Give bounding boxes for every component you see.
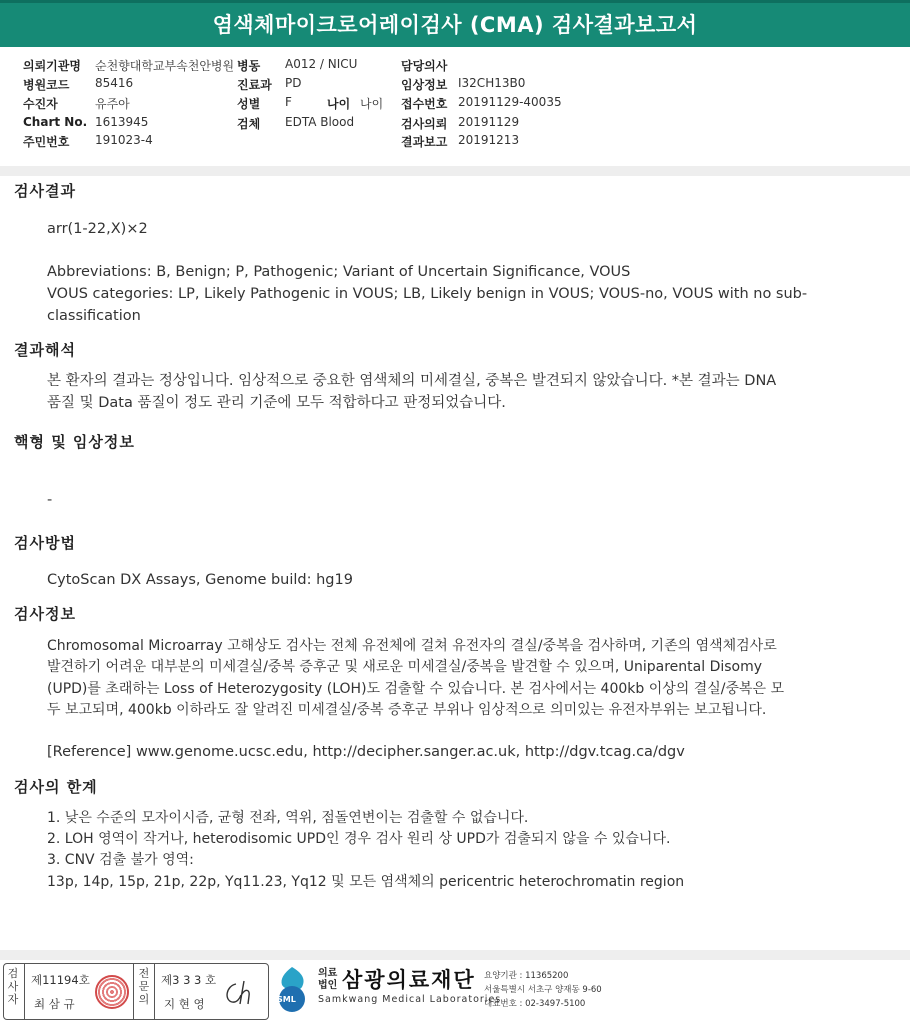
- value-hospital-code: 85416: [95, 76, 134, 90]
- label-patient: 수진자: [23, 97, 58, 111]
- report-header: [0, 0, 910, 47]
- label-ward: 병동: [237, 59, 261, 73]
- value-specimen: EDTA Blood: [285, 115, 355, 129]
- report-title: 염색체마이크로어레이검사 (CMA) 검사결과보고서: [212, 13, 698, 37]
- value-clinical-info: I32CH13B0: [458, 76, 526, 90]
- interpretation-line-1: 본 환자의 결과는 정상입니다. 임상적으로 중요한 염색체의 미세결실, 중복은 발견되지 않았습니다. *본 결과는 DNA: [47, 373, 777, 389]
- section-heading-clinical: 핵형 및 임상정보: [14, 433, 135, 451]
- section-heading-result: 검사결과: [14, 182, 76, 200]
- label-department: 진료과: [237, 78, 272, 92]
- section-heading-interpretation: 결과해석: [14, 341, 76, 359]
- examiner-label: 검사자: [7, 967, 19, 1006]
- value-id-number: 191023-4: [95, 133, 153, 147]
- vous-categories-line-2: classification: [47, 308, 141, 324]
- org-prefix-2: 법인: [318, 980, 338, 991]
- label-sex: 성별: [237, 97, 261, 111]
- label-age: 나이: [327, 97, 351, 111]
- examiner-name: 최 삼 규: [34, 997, 75, 1011]
- signature-box: [3, 963, 269, 1020]
- sml-logo-text: SML: [277, 995, 296, 1004]
- test-info-line-1: Chromosomal Microarray 고해상도 검사는 전체 유전체에 걸쳐 유전자의 결실/중복을 검사하며, 기존의 염색체검사로: [47, 638, 777, 654]
- method-value: CytoScan DX Assays, Genome build: hg19: [47, 572, 353, 588]
- limitation-item-3: 3. CNV 검출 불가 영역:: [47, 852, 194, 868]
- section-heading-test-info: 검사정보: [14, 605, 76, 623]
- label-hospital-code: 병원코드: [23, 78, 70, 92]
- label-specimen: 검체: [237, 117, 261, 131]
- specialist-name: 지 현 영: [164, 997, 205, 1011]
- abbreviations-line: Abbreviations: B, Benign; P, Pathogenic; Variant of Uncertain Significance, VOUS: [47, 264, 631, 280]
- label-request-date: 검사의뢰: [401, 117, 448, 131]
- label-physician: 담당의사: [401, 59, 448, 73]
- signature-divider: [133, 964, 134, 1019]
- section-heading-method: 검사방법: [14, 534, 76, 552]
- section-divider: [0, 166, 910, 176]
- org-phone: 대표번호 : 02-3497-5100: [484, 999, 586, 1009]
- value-institution: 순천향대학교부속천안병원: [95, 59, 235, 73]
- org-english-name: Samkwang Medical Laboratories: [318, 994, 502, 1005]
- footer-divider: [0, 950, 910, 960]
- limitation-item-2: 2. LOH 영역이 작거나, heterodisomic UPD인 경우 검사 원리 상 UPD가 검출되지 않을 수 있습니다.: [47, 831, 671, 847]
- limitation-item-4: 13p, 14p, 15p, 21p, 22p, Yq11.23, Yq12 및 모든 염색체의 pericentric heterochromatin region: [47, 874, 685, 890]
- examiner-seal: [95, 975, 129, 1009]
- specialist-label: 전문의: [138, 967, 150, 1006]
- specialist-signature: [222, 978, 262, 1008]
- karyotype-result: arr(1-22,X)×2: [47, 221, 148, 237]
- test-info-line-4: 두 보고되며, 400kb 이하라도 잘 알려진 미세결실/중복 증후군 부위나 임상적으로 의미있는 유전자부위는 보고됩니다.: [47, 702, 767, 718]
- interpretation-line-2: 품질 및 Data 품질이 정도 관리 기준에 모두 적합하다고 판정되었습니다.: [47, 395, 506, 411]
- test-info-line-2: 발견하기 어려운 대부분의 미세결실/중복 증후군 및 새로운 미세결실/중복을 발견할 수 있으며, Uniparental Disomy: [47, 659, 763, 675]
- org-address: 서울특별시 서초구 양재동 9-60: [484, 985, 602, 995]
- value-chart-no: 1613945: [95, 115, 149, 129]
- value-patient: 유주아: [95, 97, 130, 111]
- label-accession-no: 접수번호: [401, 97, 448, 111]
- org-prefix-1: 의료: [318, 968, 338, 979]
- label-id-number: 주민번호: [23, 135, 70, 149]
- value-report-date: 20191213: [458, 133, 520, 147]
- institution-code: 요양기관 : 11365200: [484, 971, 569, 981]
- test-info-line-3: (UPD)를 초래하는 Loss of Heterozygosity (LOH)도 검출할 수 있습니다. 본 검사에서는 400kb 이상의 결실/중복은 모: [47, 681, 785, 697]
- value-ward: A012 / NICU: [285, 57, 358, 71]
- signature-divider: [24, 964, 25, 1019]
- sml-logo-icon: [272, 965, 312, 1013]
- limitation-item-1: 1. 낮은 수준의 모자이시즘, 균형 전좌, 역위, 점돌연변이는 검출할 수 없습니다.: [47, 810, 529, 826]
- value-accession-no: 20191129-40035: [458, 95, 562, 109]
- label-institution: 의뢰기관명: [23, 59, 81, 73]
- report-footer: [0, 960, 910, 1028]
- signature-divider: [154, 964, 155, 1019]
- label-clinical-info: 임상정보: [401, 78, 448, 92]
- reference-line: [Reference] www.genome.ucsc.edu, http://decipher.sanger.ac.uk, http://dgv.tcag.ca/dgv: [47, 744, 685, 760]
- value-age: 나이: [360, 97, 384, 111]
- examiner-license-no: 제11194호: [31, 973, 90, 987]
- section-heading-limitations: 검사의 한계: [14, 778, 98, 796]
- specialist-license-no: 제3 3 3 호: [161, 973, 217, 987]
- org-name: 삼광의료재단: [342, 968, 476, 992]
- patient-info-block: [0, 55, 910, 163]
- value-request-date: 20191129: [458, 115, 520, 129]
- vous-categories-line: VOUS categories: LP, Likely Pathogenic in VOUS; LB, Likely benign in VOUS; VOUS-no, VOUS with no sub-: [47, 286, 808, 302]
- label-report-date: 결과보고: [401, 135, 448, 149]
- value-department: PD: [285, 76, 302, 90]
- value-sex: F: [285, 95, 292, 109]
- label-chart-no: Chart No.: [23, 115, 88, 129]
- clinical-info-value: -: [47, 492, 53, 508]
